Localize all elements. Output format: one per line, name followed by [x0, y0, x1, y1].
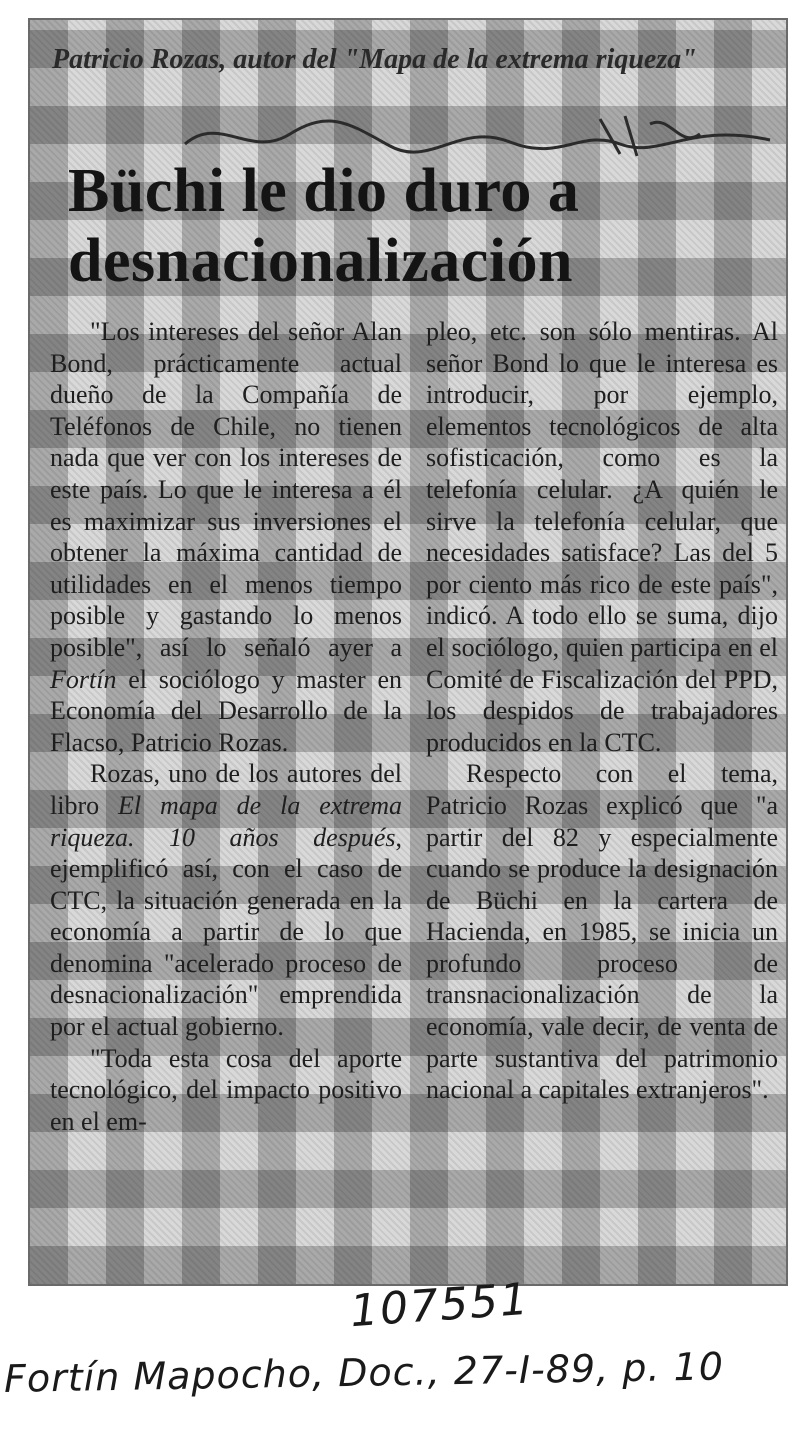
handwritten-source-note: Fortín Mapocho, Doc., 27-I-89, p. 10	[3, 1344, 725, 1401]
paragraph-4: pleo, etc. son sólo mentiras. Al señor Bond lo que le interesa es introducir, por ejemplo, elementos tecnológicos de alta sofisticación, como es la telefonía celular. ¿A quién le sirve la telefonía celular, que necesidades satisface? Las del 5 por ciento más rico de este país", indicó. A todo ello se suma, dijo el sociólogo, quien participa en el Comité de Fiscalización del PPD, los despidos de trabajadores producidos en la CTC.	[426, 317, 778, 757]
archive-number: 107551	[348, 1273, 532, 1338]
headline-line-1: Büchi le dio duro a	[68, 157, 580, 225]
newspaper-name: Fortín	[50, 664, 117, 694]
article-kicker: Patricio Rozas, autor del "Mapa de la extrema riqueza"	[52, 44, 697, 75]
article-column-left	[50, 316, 402, 1137]
article-column-right	[426, 316, 778, 1106]
paragraph-3: "Toda esta cosa del aporte tecnológico, del impacto positivo en el em-	[50, 1043, 402, 1136]
paragraph-5: Respecto con el tema, Patricio Rozas explicó que "a partir del 82 y especialmente cuando se produce la designación de Büchi en la cartera de Hacienda, en 1985, se inicia un profundo proceso de transnacionalización de la economía, vale decir, de venta de parte sustantiva del patrimonio nacional a capitales extranjeros".	[426, 759, 778, 1105]
headline-line-2: desnacionalización	[68, 227, 574, 295]
newspaper-clipping	[28, 18, 788, 1286]
article-headline	[68, 156, 768, 296]
paragraph-1: "Los intereses del señor Alan Bond, prácticamente actual dueño de la Compañía de Teléfonos de Chile, no tienen nada que ver con los intereses de este país. Lo que le interesa a él es maximizar sus inversiones el obtener la máxima cantidad de utilidades en el menos tiempo posible y gastando lo menos posible", así lo señaló ayer a Fortín el sociólogo y master en Economía del Desarrollo de la Flacso, Patricio Rozas.	[50, 317, 402, 757]
book-title: El mapa de la extrema riqueza. 10 años después	[50, 790, 402, 852]
paragraph-2: Rozas, uno de los autores del libro El mapa de la extrema riqueza. 10 años después, ejemplificó así, con el caso de CTC, la situación generada en la economía a partir de lo que denomina "acelerado proceso de desnacionalización" emprendida por el actual gobierno.	[50, 759, 402, 1042]
